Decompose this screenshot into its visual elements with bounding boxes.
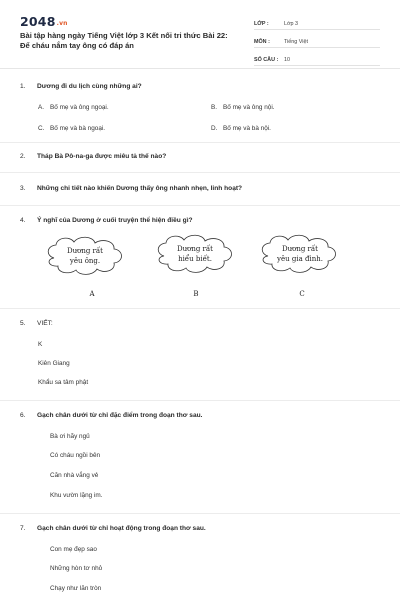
- question-number: 5.: [20, 320, 26, 327]
- cloud-line: yêu ông.: [69, 257, 101, 265]
- cloud-line: Dương rất: [67, 247, 103, 255]
- cloud-letter: B: [193, 290, 199, 298]
- question-7: [20, 525, 206, 532]
- question-text: Dương đi du lịch cùng những ai?: [37, 83, 142, 90]
- question-2: [20, 153, 166, 160]
- poem-line[interactable]: Có cháu ngồi bên: [50, 452, 101, 459]
- meta-table: [254, 16, 380, 70]
- cloud-letter: A: [89, 290, 95, 298]
- question-text: VIẾT:: [37, 320, 53, 327]
- option-text: Bố mẹ và ông ngoại.: [50, 104, 109, 111]
- cloud-option-a[interactable]: [48, 237, 121, 298]
- meta-label: SỐ CÂU :: [254, 57, 279, 63]
- cloud-line: Dương rất: [282, 245, 318, 253]
- question-number: 6.: [20, 412, 26, 419]
- question-3: [20, 185, 242, 192]
- option-c[interactable]: [38, 125, 105, 132]
- logo-suffix: .vn: [56, 20, 68, 27]
- meta-row-count: [254, 52, 380, 66]
- question-number: 7.: [20, 525, 26, 532]
- question-number: 3.: [20, 185, 26, 192]
- question-divider: [0, 513, 400, 514]
- header-divider: [0, 68, 400, 69]
- cloud-line: yêu gia đình.: [277, 255, 323, 263]
- question-divider: [0, 172, 400, 173]
- question-1: [20, 83, 142, 90]
- question-number: 1.: [20, 83, 26, 90]
- site-logo[interactable]: [20, 14, 68, 29]
- cloud-line: Dương rất: [177, 245, 213, 253]
- meta-row-subject: [254, 34, 380, 48]
- meta-value: 10: [284, 57, 290, 63]
- meta-value: Tiếng Việt: [284, 39, 308, 45]
- question-number: 4.: [20, 217, 26, 224]
- poem-line[interactable]: Bà ơi hãy ngủ: [50, 433, 90, 440]
- question-divider: [0, 400, 400, 401]
- writing-line: K: [38, 341, 43, 348]
- question-5: [20, 320, 53, 327]
- writing-line: Khẩu sa tâm phật: [38, 379, 89, 386]
- poem-line[interactable]: Chạy như lăn tròn: [50, 585, 102, 592]
- option-letter: B.: [211, 104, 218, 111]
- option-letter: D.: [211, 125, 218, 132]
- poem-line[interactable]: Căn nhà vắng vẻ: [50, 472, 99, 479]
- writing-line: Kiên Giang: [38, 360, 70, 367]
- question-divider: [0, 142, 400, 143]
- option-d[interactable]: [211, 125, 271, 132]
- option-letter: C.: [38, 125, 45, 132]
- question-text: Gạch chân dưới từ chỉ đặc điểm trong đoạn thơ sau.: [37, 412, 203, 419]
- cloud-option-c[interactable]: [262, 235, 335, 298]
- question-6: [20, 412, 202, 419]
- question-number: 2.: [20, 153, 26, 160]
- question-text: Những chi tiết nào khiến Dương thấy ông nhanh nhẹn, linh hoạt?: [37, 185, 243, 192]
- meta-label: LỚP :: [254, 21, 269, 27]
- question-4: [20, 217, 193, 224]
- cloud-letter: C: [299, 290, 305, 298]
- cloud-shape: [48, 237, 121, 274]
- question-divider: [0, 205, 400, 206]
- meta-label: MÔN :: [254, 39, 270, 45]
- option-letter: A.: [38, 104, 45, 111]
- page-header: [0, 0, 400, 68]
- question-text: Gạch chân dưới từ chỉ hoạt động trong đoạn thơ sau.: [37, 525, 206, 532]
- cloud-option-b[interactable]: [158, 235, 231, 298]
- question-divider: [0, 308, 400, 309]
- poem-line[interactable]: Con mẹ đẹp sao: [50, 546, 97, 553]
- option-b[interactable]: [211, 104, 275, 111]
- page-title: Bài tập hàng ngày Tiếng Việt lớp 3 Kết nối tri thức Bài 22: Để cháu nắm tay ông có đáp án: [20, 31, 228, 50]
- option-text: Bố mẹ và bà nội.: [223, 125, 271, 132]
- poem-line[interactable]: Những hòn tơ nhỏ: [50, 565, 103, 572]
- cloud-options-figure: [40, 232, 360, 302]
- meta-row-class: [254, 16, 380, 30]
- option-text: Bố mẹ và ông nội.: [223, 104, 275, 111]
- question-text: Ý nghĩ của Dương ở cuối truyện thể hiện điều gì?: [37, 217, 193, 224]
- cloud-shape: [158, 235, 231, 272]
- question-text: Tháp Bà Pô-na-ga được miêu tả thế nào?: [37, 153, 167, 160]
- meta-value: Lớp 3: [284, 21, 299, 27]
- logo-text: 2048: [20, 14, 56, 29]
- poem-line[interactable]: Khu vườn lặng im.: [50, 492, 103, 499]
- cloud-shape: [262, 235, 335, 272]
- cloud-line: hiểu biết.: [178, 255, 212, 263]
- option-text: Bố mẹ và bà ngoại.: [50, 125, 106, 132]
- option-a[interactable]: [38, 104, 109, 111]
